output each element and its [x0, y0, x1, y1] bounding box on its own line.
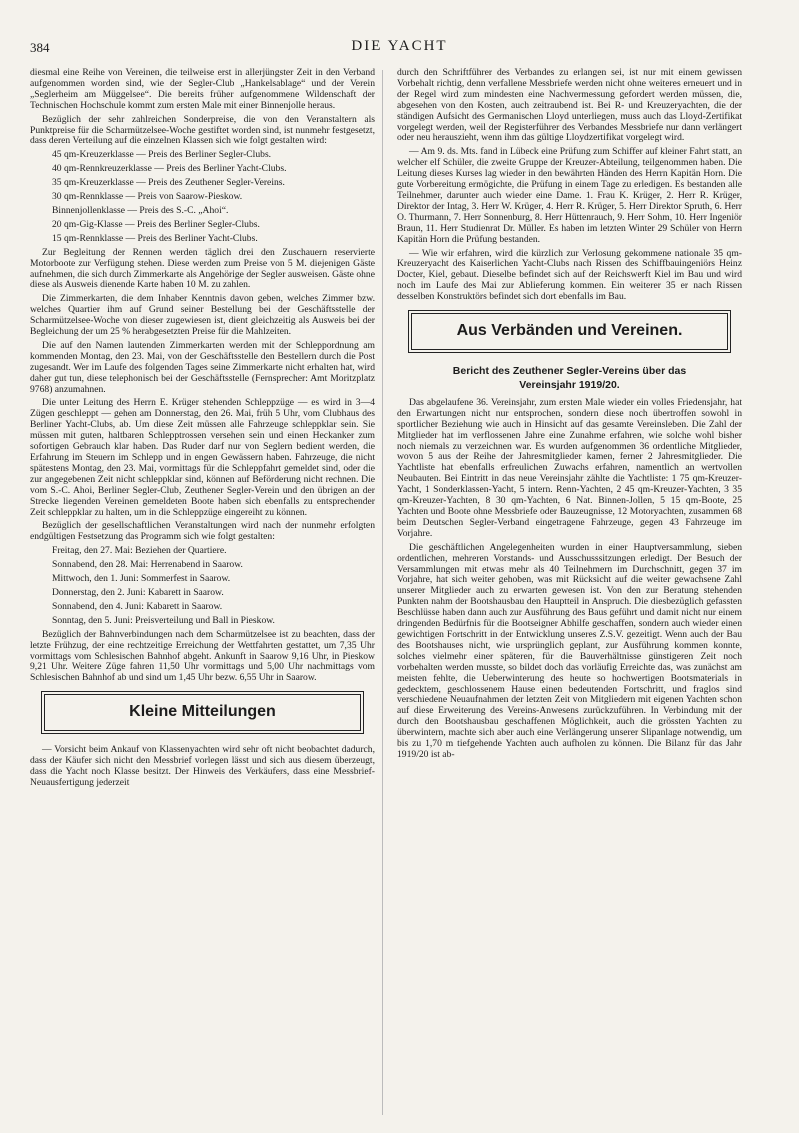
paragraph: — Vorsicht beim Ankauf von Klassenyachten wird sehr oft nicht beobachtet dadurch, dass der Käufer sich nicht den Messbrief vorlegen lässt und sich aus diesem überzeugt, dass die Yacht noch Klasse besitzt. Der Hinweis des Verkäufers, dass eine Messbrief-Neuausfertigung jederzeit: [30, 744, 375, 788]
section-heading-kleine-mitteilungen: Kleine Mitteilungen: [44, 694, 361, 731]
list-item: 30 qm-Rennklasse — Preis von Saarow-Pieskow.: [52, 191, 243, 203]
paragraph: Das abgelaufene 36. Vereinsjahr, zum ersten Male wieder ein volles Friedensjahr, hat den Erwartungen nicht nur entsprochen, sondern diese noch übertroffen sowohl in sportlicher Beziehung wie auch in Hinsicht auf das gesamte Vereinsleben. Die Zahl der Mitglieder hat im verflossenen Jahre eine Zunahme erfahren, wie solche wohl bisher noch niemals zu verzeichnen war. Es wurden aufgenommen 36 ordentliche Mitglieder, wovon 5 aus der Reihe der Jahresmitglieder kamen, ferner 2 Jahresmitglieder. Die Yachtliste hat ebenfalls erfreulichen Zuwachs erfahren, namentlich an wertvollen Neubauten. Bei Eintritt in das neue Vereinsjahr zählte die Yachtliste: 1 75 qm-Kreuzer-Yacht, 1 Sonderklassen-Yacht, 5 intern. Renn-Yachten, 2 45 qm-Kreuzer-Yachten, 3 35 qm-Kreuzer-Yachten, 8 30 qm-Yachten, 6 Nat. Binnen-Jollen, 5 15 qm-Boote, 25 Yachten und Boote ohne Messbriefe oder Bauzeugnisse, 12 Motoryachten, zusammen 68 beim Deutschen Segler-Verband eingetragene Fahrzeuge, gegen 43 Fahrzeuge im Vorjahre.: [397, 396, 742, 539]
list-item: 15 qm-Rennklasse — Preis des Berliner Yacht-Clubs.: [52, 232, 258, 244]
paragraph: Die unter Leitung des Herrn E. Krüger stehenden Schleppzüge — es wird in 3—4 Zügen geschleppt — gehen am Donnerstag, den 26. Mai, früh 5 Uhr, vom Clubhaus des Berliner Yacht-Clubs, ab. Um diese Zeit müssen alle Fahrzeuge schleppklar sein. Sie müssen mit guten, haltbaren Schlepptrossen versehen sein und einen Heckanker zum sofortigen Gebrauch klar haben. Das Ruder darf nur von Seglern bedient werden, die Erfahrung im Steuern im Schlepp und in engen Gewässern haben. Fahrzeuge, die nicht spätestens Montag, den 23. Mai, vormittags für die Schleppfahrt gemeldet sind, oder die zur angegebenen Zeit nicht schleppklar sind, können auf Beförderung nicht rechnen. Die vom S.-C. Ahoi, Berliner Segler-Club, Zeuthener Segler-Verein und den übrigen an der Strecke liegenden Vereinen gemeldeten Boote haben sich ebenfalls zu entsprechender Zeit schleppklar zu halten, um in die Schleppzüge eingereiht zu können.: [30, 397, 375, 518]
page-number: 384: [30, 40, 50, 55]
paragraph: Die auf den Namen lautenden Zimmerkarten werden mit der Schleppordnung am kommenden Montag, den 23. Mai, von der Geschäftsstelle den Bestellern durch die Post zugesandt. Wer im Laufe des folgenden Tages seine Zimmerkarte nicht erhalten hat, wird daher gut tun, diese telephonisch bei der Geschäftsstelle (Fernsprecher: Amt Moritzplatz 9768) anzumahnen.: [30, 339, 375, 395]
report-title: [397, 364, 742, 392]
list-item: Freitag, den 27. Mai: Beziehen der Quartiere.: [52, 545, 227, 557]
list-item: Sonnabend, den 4. Juni: Kabarett in Saarow.: [52, 600, 223, 612]
list-item: Binnenjollenklasse — Preis des S.-C. „Ahoi“.: [52, 204, 229, 216]
list-item: 45 qm-Kreuzerklasse — Preis des Berliner Segler-Clubs.: [52, 149, 272, 161]
program-list: [30, 546, 375, 626]
list-item: Sonntag, den 5. Juni: Preisverteilung und Ball in Pieskow.: [52, 614, 275, 626]
list-item: Mittwoch, den 1. Juni: Sommerfest in Saarow.: [52, 573, 231, 585]
running-title: DIE YACHT: [351, 38, 448, 54]
list-item: 20 qm-Gig-Klasse — Preis des Berliner Segler-Clubs.: [52, 218, 260, 230]
paragraph: Die geschäftlichen Angelegenheiten wurden in einer Hauptversammlung, sieben ordentlichen, mehreren Vorstands- und Ausschusssitzungen erledigt. Der Besuch der Versammlungen mit etwas mehr als 40 Teilnehmern im Durchschnitt, gegen 37 im Vorjahre, hat sich weiter gehoben, was mit Rücksicht auf die weiter gewachsene Zahl unserer Mitglieder auch zu erwarten gewesen ist. Von den zur Beratung stehenden Punkten nahm der Bootshausbau den Hauptteil in Anspruch. Die diesbezüglich gefassten Beschlüsse haben dann auch zur Ausführung des Baus geführt und damit nicht nur einem dringenden Bedürfnis für die Bootseigner Abhilfe geschaffen, sondern auch wieder einen gewichtigen Fortschritt in der Entwicklung unseres Z.S.V. gezeitigt. Wenn auch der Bau des Bootshauses nicht, wie ursprünglich geplant, zur Ausführung kommen konnte, solches vielmehr einer späteren, für die Bauverhältnisse günstigeren Zeit noch vorbehalten werden musste, so bildet doch das vorläufig Erreichte das, was zunächst am meisten fehlte, die Ueberwinterung des heute so hochwertigen Bootsmaterials in gedecktem, geschlossenem Hause einen bedeutenden Fortschritt, und fraglos sind verschiedene Neuaufnahmen der letzten Zeit von Mitgliedern mit eigenen Yachten schon auf diese Erweiterung des Vereins-Anwesens zurückzuführen. In Verbindung mit der durch den Bootshausbau geschaffenen Möglichkeit, auch die grössten Yachten zu überwintern, machte sich aber auch eine Verlängerung unserer Slipanlage notwendig, um bis zu 1,70 m tiefgehende Yachten auch aufholen zu können. Die Bilanz für das Jahr 1919/20 ist ab-: [397, 541, 742, 760]
left-column: [30, 68, 375, 792]
list-item: 40 qm-Rennkreuzerklasse — Preis des Berliner Yacht-Clubs.: [52, 163, 287, 175]
paragraph: diesmal eine Reihe von Vereinen, die teilweise erst in allerjüngster Zeit in den Verband aufgenommen worden sind, wie der Segler-Club „Hankelsablage“ und der Verein „Seglerheim am Müggelsee“. Die bereits früher aufgenommene Wildenschaft der Technischen Hochschule kommt zum ersten Male mit einer Binnenjolle heraus.: [30, 67, 375, 111]
paragraph: Bezüglich der sehr zahlreichen Sonderpreise, die von den Veranstaltern als Punktpreise für die Scharmützelsee-Woche gestiftet worden sind, ist nunmehr festgesetzt, dass deren Verteilung auf die einzelnen Klassen sich wie folgt gestalten wird:: [30, 113, 375, 147]
paragraph: Bezüglich der Bahnverbindungen nach dem Scharmützelsee ist zu beachten, dass der letzte Frühzug, der eine rechtzeitige Erreichung der Wettfahrten gestattet, um 7,35 Uhr vormittags vom Schlesischen Bahnhof abgeht. Ankunft in Saarow 9,16 Uhr, in Pieskow 9,21 Uhr. Weitere Züge fahren 11,50 Uhr vormittags und 5,00 Uhr nachmittags vom Schlesischen Bahnhof ab und sind um 1,45 Uhr bezw. 6,55 Uhr in Saarow.: [30, 628, 375, 684]
paragraph: — Wie wir erfahren, wird die kürzlich zur Verlosung gekommene nationale 35 qm-Kreuzeryacht des Kaiserlichen Yacht-Clubs nach Rissen des Schiffbauingeniörs Heinz Docter, Kiel, gebaut. Dieselbe befindet sich auf der Reichswerft Kiel im Bau und wird noch im Laufe des Mai zur Ablieferung kommen. Ein weiterer 35 er nach Rissen desselben Konstruktörs befindet sich dort ebenfalls im Bau.: [397, 247, 742, 303]
right-column: [397, 68, 742, 764]
report-title-line: Bericht des Zeuthener Segler-Vereins über das: [452, 364, 687, 377]
paragraph: Die Zimmerkarten, die dem Inhaber Kenntnis davon geben, welches Zimmer bzw. welches Quartier ihm auf Grund seiner Bestellung bei der Geschäftsstelle der Scharmützelsee-Woche von dieser zugewiesen ist, dient gleichzeitig als Ausweis bei der Begleichung der um 25 % herabgesetzten Preise für die Mahlzeiten.: [30, 293, 375, 338]
paragraph: Bezüglich der gesellschaftlichen Veranstaltungen wird nach der nunmehr erfolgten endgültigen Festsetzung das Programm sich wie folgt gestalten:: [30, 520, 375, 543]
prize-list: [30, 150, 375, 244]
paragraph: durch den Schriftführer des Verbandes zu erlangen sei, ist nur mit einem gewissen Vorbehalt richtig, denn verfallene Messbriefe werden nicht ohne weiteres erneuert und in der Regel wird zum mindesten eine Nachvermessung gefordert werden müssen, die, abgesehen von den Kosten, auch zeitraubend ist. Bei R- und Kreuzeryachten, die der ständigen Aufsicht des Germanischen Lloyd unterliegen, muss auch das Lloyd-Zertifikat vorgelegt werden, weil der Registerführer des Verbandes Messbriefe nur dann verlängert oder neu herauszieht, wenn ihm das gültige Lloydzertifikat vorgelegt wird.: [397, 67, 742, 144]
section-heading-aus-verbaenden: Aus Verbänden und Vereinen.: [411, 313, 728, 350]
list-item: 35 qm-Kreuzerklasse — Preis des Zeuthener Segler-Vereins.: [52, 177, 285, 189]
list-item: Donnerstag, den 2. Juni: Kabarett in Saarow.: [52, 586, 224, 598]
report-title-line: Vereinsjahr 1919/20.: [519, 378, 620, 391]
list-item: Sonnabend, den 28. Mai: Herrenabend in Saarow.: [52, 559, 243, 571]
paragraph: — Am 9. ds. Mts. fand in Lübeck eine Prüfung zum Schiffer auf kleiner Fahrt statt, an welcher elf Schüler, die zweite Gruppe der Kreuzer-Abteilung, teilgenommen haben. Die Leitung dieses Kurses lag wieder in den bewährten Händen des Herrn Kapitän Horn. Die gute Vorbereitung ermögichte, die Prüfung in einem Tage zu erledigen. Es bestanden alle Teilnehmer, darunter auch wieder eine Dame. 1. Frau K. Krüger, 2. Herr R. Krüger, Direktor der Intag, 3. Herr W. Krüger, 4. Herr R. Krüger, 5. Herr Direktor Spruth, 6. Herr O. Thurmann, 7. Herr Sonnenburg, 8. Herr Hüttenrauch, 9. Herr Sohm, 10. Herr Ingeniör Braun, 11. Herr Studienrat Dr. Müller. Es haben im letzten Winter 29 Schüler von Herrn Kapitän Horn die Prüfung bestanden.: [397, 146, 742, 245]
paragraph: Zur Begleitung der Rennen werden täglich drei den Zuschauern reservierte Motorboote zur Verfügung stehen. Diese werden zum Preise von 5 M. diejenigen Gäste aufnehmen, die sich durch Zimmerkarte als Angehörige der Segler ausweisen. Gäste ohne diese als Ausweis dienende Karte haben 10 M. zu zahlen.: [30, 246, 375, 291]
column-divider: [382, 70, 383, 1115]
